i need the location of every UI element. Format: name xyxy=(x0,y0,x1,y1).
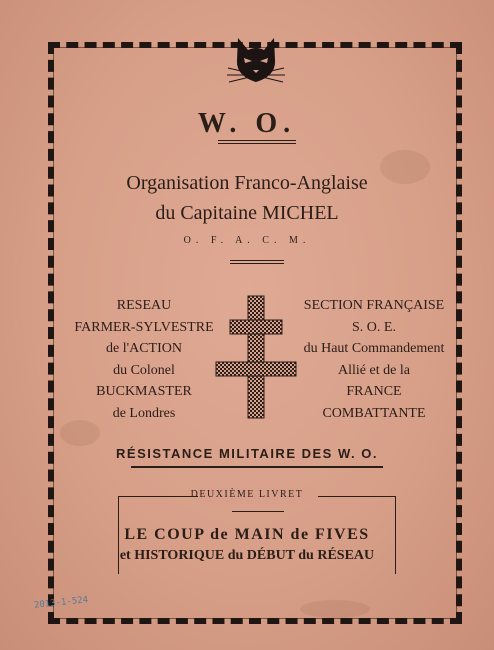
right-column-line: S. O. E. xyxy=(352,319,396,335)
right-column-line: COMBATTANTE xyxy=(322,405,426,421)
left-column-line: du Colonel xyxy=(113,362,175,378)
right-column xyxy=(293,295,455,424)
booklet-title-line-1: LE COUP de MAIN de FIVES xyxy=(124,526,370,543)
resistance-underline xyxy=(131,466,383,468)
resistance-heading: RÉSISTANCE MILITAIRE DES W. O. xyxy=(116,446,378,461)
archive-stamp: 2013-1-524 xyxy=(33,595,89,611)
organisation-line-2: du Capitaine MICHEL xyxy=(155,202,339,224)
left-column-line: de Londres xyxy=(112,405,176,421)
cat-head-icon xyxy=(226,34,286,88)
booklet-label-rule xyxy=(232,511,284,512)
left-column-line: FARMER-SYLVESTRE xyxy=(74,319,214,335)
booklet-title-line-2: et HISTORIQUE du DÉBUT du RÉSEAU xyxy=(119,548,375,563)
right-column-line: du Haut Commandement xyxy=(303,341,445,356)
left-column-line: de l'ACTION xyxy=(105,341,182,356)
cross-of-lorraine-icon xyxy=(212,292,300,422)
left-column xyxy=(60,295,228,424)
booklet-label: DEUXIÈME LIVRET xyxy=(190,489,304,500)
left-column-line: RESEAU xyxy=(116,298,172,313)
right-column-line: FRANCE xyxy=(346,384,402,399)
abbreviation-rule xyxy=(230,260,284,264)
organisation-line-1: Organisation Franco-Anglaise xyxy=(126,172,368,194)
document-title: W. O. xyxy=(197,108,297,139)
left-column-line: BUCKMASTER xyxy=(96,384,192,399)
abbreviation: O. F. A. C. M. xyxy=(183,235,311,246)
right-column-line: SECTION FRANÇAISE xyxy=(303,298,445,313)
right-column-line: Allié et de la xyxy=(338,362,410,378)
title-rule xyxy=(218,140,296,144)
